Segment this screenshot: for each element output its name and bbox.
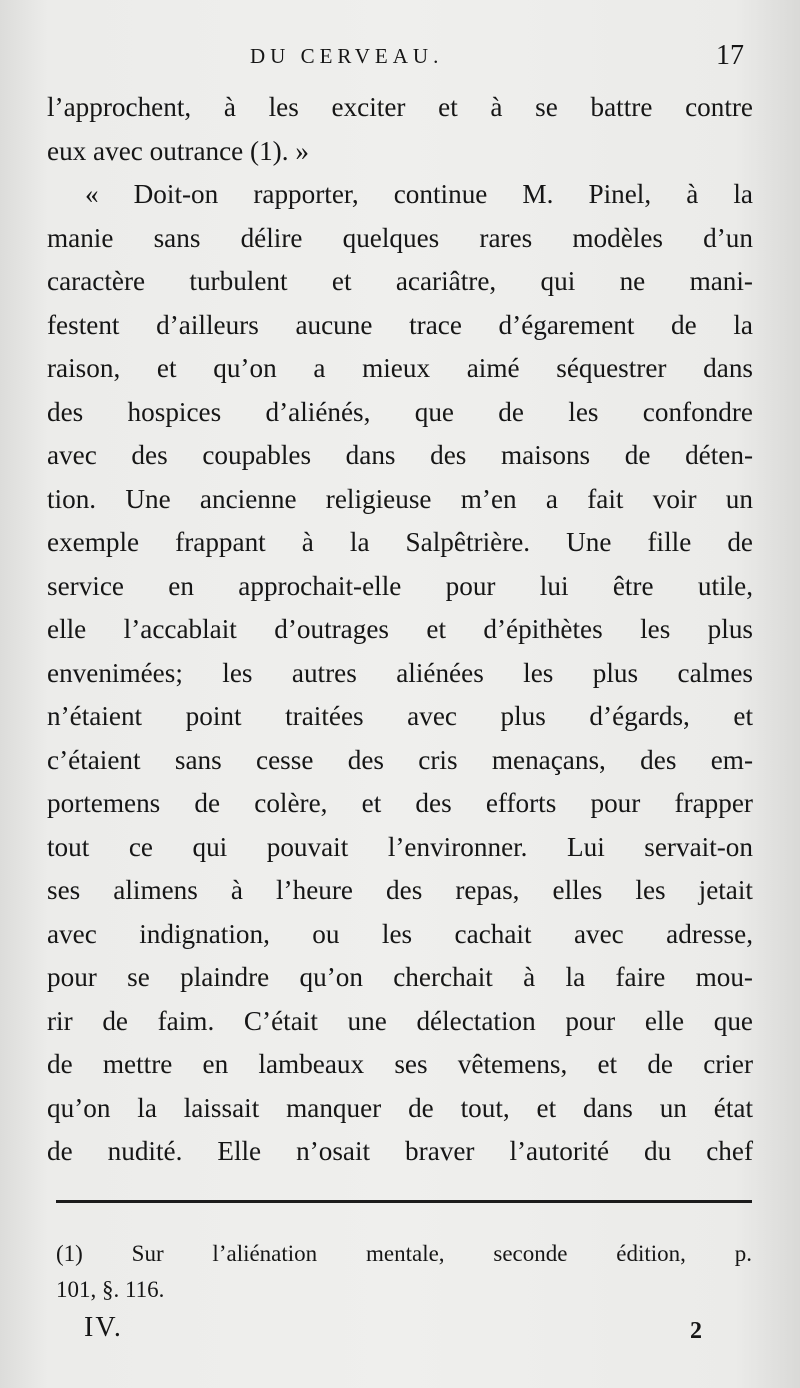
page-header [0,40,800,80]
text-line: l’approchent, à les exciter et à se battre contre [47,92,753,122]
text-line: avec des coupables dans des maisons de déten- [47,440,753,470]
text-line: « Doit-on rapporter, continue M. Pinel, à la [85,179,753,209]
text-line: manie sans délire quelques rares modèles d’un [47,222,753,253]
footnote-line: 101, §. 116. [56,1277,165,1302]
text-line: n’étaient point traitées avec plus d’égards, et [47,701,753,731]
text-line: tout ce qui pouvait l’environner. Lui servait-on [47,831,753,862]
text-line: festent d’ailleurs aucune trace d’égarement de la [47,309,753,340]
text-line: qu’on la laissait manquer de tout, et dans un état [47,1092,753,1123]
body-text [47,86,753,1174]
footnote-line: (1) Sur l’aliénation mentale, seconde édition, p. [56,1241,752,1266]
text-line: avec indignation, ou les cachait avec adresse, [47,918,753,949]
text-line: de nudité. Elle n’osait braver l’autorité du chef [47,1136,753,1166]
text-line: de mettre en lambeaux ses vêtemens, et de crier [47,1049,753,1079]
footnote [56,1236,752,1308]
text-line: tion. Une ancienne religieuse m’en a fait voir un [47,483,753,514]
text-line: rir de faim. C’était une délectation pour elle que [47,1005,753,1036]
text-line: c’étaient sans cesse des cris menaçans, des em- [47,744,753,775]
text-line: envenimées; les autres aliénées les plus calmes [47,657,753,688]
text-line: elle l’accablait d’outrages et d’épithètes les plus [47,614,753,644]
text-line: eux avec outrance (1). » [47,135,309,166]
text-line: raison, et qu’on a mieux aimé séquestrer dans [47,353,753,383]
text-line: pour se plaindre qu’on cherchait à la faire mou- [47,962,753,992]
text-line: caractère turbulent et acariâtre, qui ne mani- [47,266,753,296]
running-head: DU CERVEAU. [250,44,444,68]
text-line: ses alimens à l’heure des repas, elles les jetait [47,875,753,905]
gathering-number: 2 [690,1318,702,1344]
signature-mark: IV. [84,1312,123,1343]
text-line: service en approchait-elle pour lui être utile, [47,570,753,601]
text-line: des hospices d’aliénés, que de les confondre [47,396,753,427]
footnote-rule [56,1200,752,1203]
text-line: portemens de colère, et des efforts pour frapper [47,788,753,818]
text-line: exemple frappant à la Salpêtrière. Une fille de [47,527,753,557]
page-number: 17 [716,40,744,71]
